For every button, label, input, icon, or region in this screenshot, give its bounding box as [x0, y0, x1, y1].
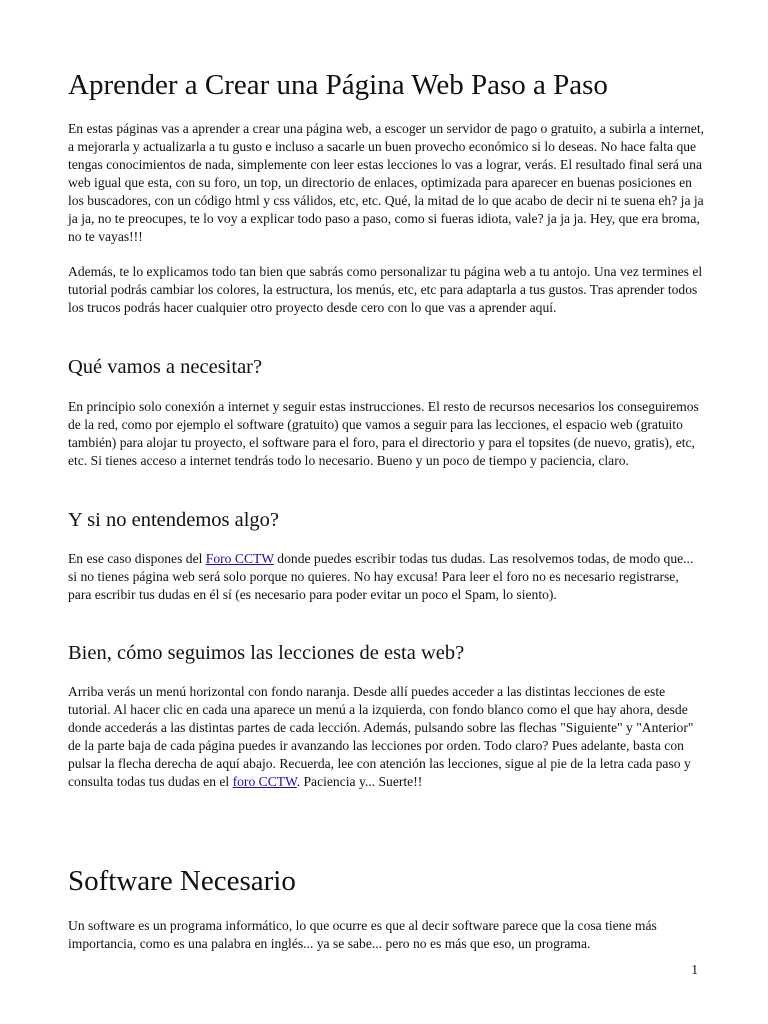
section-heading-necesitar: Qué vamos a necesitar?	[68, 356, 263, 378]
page-number: 1	[691, 962, 698, 977]
section-text-entendemos	[68, 550, 704, 604]
text-fragment: . Paciencia y... Suerte!!	[296, 774, 423, 789]
text-fragment: En ese caso dispones del	[68, 551, 206, 566]
section-text-software: Un software es un programa informático, lo que ocurre es que al decir software parece que la cosa tiene más importancia, como es una palabra en inglés... ya se sabe... pero no es más que eso, un programa.	[68, 918, 657, 951]
intro-paragraph-2: Además, te lo explicamos todo tan bien que sabrás como personalizar tu página web a tu antojo. Una vez termines el tutorial podrás cambiar los colores, la estructura, los menús, etc, etc para adaptarla a tus gustos. Tras aprender todos los trucos podrás hacer cualquier otro proyecto desde cero con lo que vas a aprender aquí.	[68, 264, 703, 315]
page-title: Aprender a Crear una Página Web Paso a Paso	[68, 69, 608, 101]
section-text-lecciones	[68, 683, 704, 791]
section-heading-lecciones: Bien, cómo seguimos las lecciones de esta web?	[68, 642, 465, 664]
intro-paragraph-1: En estas páginas vas a aprender a crear una página web, a escoger un servidor de pago o gratuito, a subirla a internet, a mejorarla y actualizarla a tu gusto e incluso a sacarle un buen provecho económico si lo deseas. No hace falta que tengas conocimientos de nada, simplemente con leer estas lecciones lo vas a lograr, verás. El resultado final será una web igual que esta, con su foro, un top, un directorio de enlaces, optimizada para aparecer en buenas posiciones en los buscadores, con un código html y css válidos, etc, etc. Qué, la mitad de lo que acabo de decir ni te suena eh? ja ja ja ja, no te preocupes, te lo voy a explicar todo paso a paso, como si fueras idiota, vale? ja ja ja. Hey, que era broma, no te vayas!!!	[68, 121, 705, 244]
section-text-necesitar: En principio solo conexión a internet y seguir estas instrucciones. El resto de recursos necesarios los conseguiremos de la red, como por ejemplo el software (gratuito) que vamos a seguir para las lecciones, el espacio web (gratuito también) para alojar tu proyecto, el software para el foro, para el directorio y para el topsites (de nuevo, gratis), etc, etc. Si tienes acceso a internet tendrás todo lo necesario. Bueno y un poco de tiempo y paciencia, claro.	[68, 399, 699, 468]
foro-cctw-link[interactable]: Foro CCTW	[205, 551, 274, 566]
text-fragment: donde puedes escribir todas tus dudas. Las resolvemos todas, de modo que... si no tienes página web será solo porque no quieres. No hay excusa! Para leer el foro no es necesario registrarse, para escribir tus dudas en él sí (es necesario para poder evitar un poco el Spam, lo siento).	[68, 551, 694, 602]
text-fragment: Arriba verás un menú horizontal con fondo naranja. Desde allí puedes acceder a las distintas lecciones de este tutorial. Al hacer clic en cada una aparece un menú a la izquierda, con fondo blanco como el que hay ahora, desde donde accederás a las distintas partes de cada lección. Además, pulsando sobre las flechas "Siguiente" y "Anterior" de la parte baja de cada página puedes ir avanzando las lecciones por orden. Todo claro? Pues adelante, basta con pulsar la flecha derecha de aquí abajo. Recuerda, lee con atención las lecciones, sigue al pie de la letra cada paso y consulta todas tus dudas en el	[68, 684, 694, 789]
section-heading-entendemos: Y si no entendemos algo?	[68, 509, 280, 531]
foro-cctw-link[interactable]: foro CCTW	[232, 774, 297, 789]
section-title-software: Software Necesario	[68, 865, 296, 897]
